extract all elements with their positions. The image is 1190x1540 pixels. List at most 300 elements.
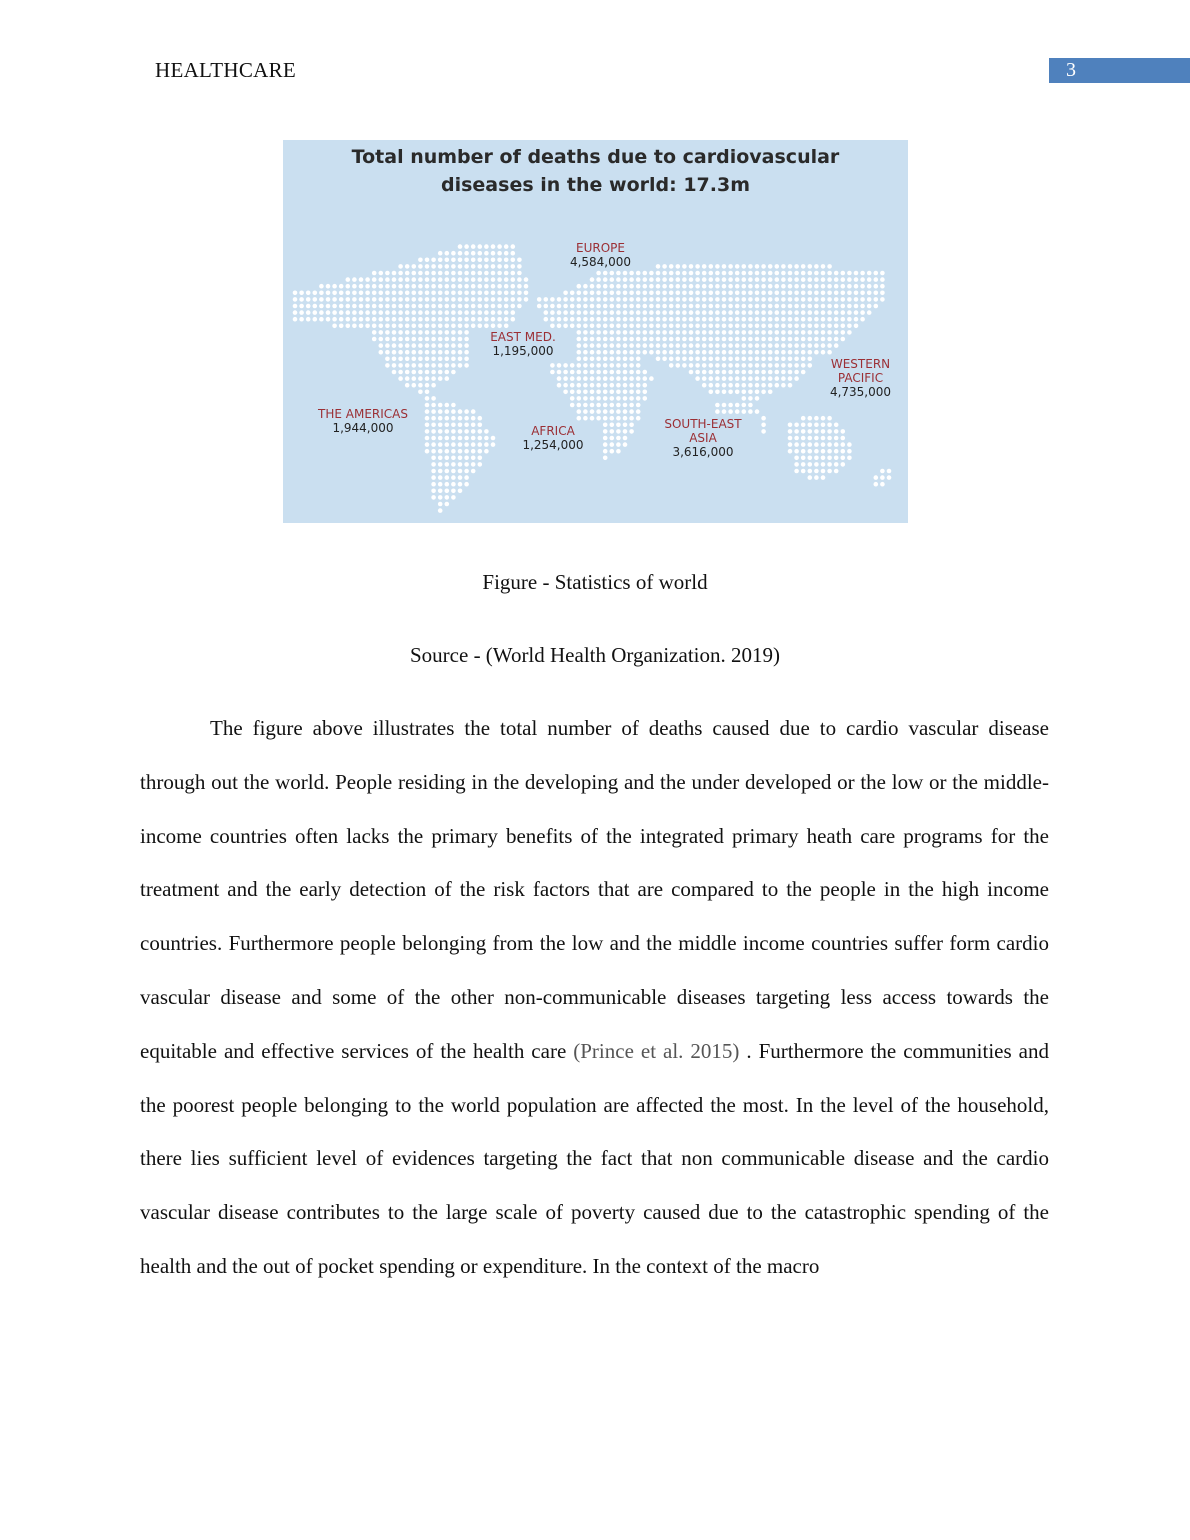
map-dot [847,317,852,322]
map-dot [649,324,654,329]
map-dot [761,337,766,342]
map-dot [695,310,700,315]
map-dot [636,383,641,388]
map-dot [451,271,456,276]
map-dot [794,370,799,375]
map-dot [629,277,634,282]
map-dot [629,429,634,434]
map-dot [735,376,740,381]
map-dot [464,324,469,329]
map-dot [801,330,806,335]
map-dot [577,284,582,289]
map-dot [379,350,384,355]
map-dot [398,297,403,302]
map-dot [478,264,483,269]
map-dot [372,337,377,342]
map-dot [689,297,694,302]
map-dot [313,291,318,296]
map-dot [511,291,516,296]
map-dot [438,350,443,355]
map-dot [590,304,595,309]
map-dot [445,277,450,282]
map-dot [458,409,463,414]
map-dot [610,363,615,368]
map-dot [451,258,456,263]
map-dot [689,357,694,362]
map-dot [438,462,443,467]
map-dot [385,291,390,296]
map-dot [313,304,318,309]
map-dot [438,343,443,348]
map-dot [662,291,667,296]
map-dot [649,317,654,322]
map-dot [616,304,621,309]
map-dot [827,310,832,315]
map-dot [583,330,588,335]
map-dot [478,244,483,249]
map-dot [676,317,681,322]
map-dot [768,363,773,368]
map-dot [458,304,463,309]
map-dot [451,370,456,375]
map-dot [735,343,740,348]
map-dot [748,271,753,276]
map-dot [438,297,443,302]
map-dot [458,324,463,329]
map-dot [478,310,483,315]
map-dot [649,284,654,289]
map-dot [702,383,707,388]
map-dot [438,264,443,269]
map-dot [577,396,582,401]
map-dot [715,324,720,329]
map-dot [742,271,747,276]
map-dot [458,416,463,421]
map-dot [629,409,634,414]
map-dot [392,277,397,282]
map-dot [385,310,390,315]
map-dot [610,350,615,355]
map-dot [768,337,773,342]
citation-link[interactable]: (Prince et al. 2015) [573,1038,740,1063]
map-dot [847,304,852,309]
map-dot [880,297,885,302]
map-dot [695,277,700,282]
map-dot [491,251,496,256]
map-dot [570,363,575,368]
map-dot [808,317,813,322]
map-dot [398,271,403,276]
map-dot [425,304,430,309]
map-dot [603,416,608,421]
map-dot [299,297,304,302]
map-dot [755,363,760,368]
map-dot [484,244,489,249]
map-dot [372,277,377,282]
map-dot [464,277,469,282]
map-dot [768,370,773,375]
map-dot [405,383,410,388]
map-dot [623,383,628,388]
map-dot [742,264,747,269]
map-dot [841,284,846,289]
map-dot [464,482,469,487]
map-dot [610,324,615,329]
map-dot [372,271,377,276]
map-dot [702,291,707,296]
map-dot [352,284,357,289]
map-dot [398,284,403,289]
map-dot [689,370,694,375]
map-dot [860,310,865,315]
map-dot [458,291,463,296]
map-dot [610,343,615,348]
map-dot [412,291,417,296]
map-dot [636,271,641,276]
map-dot [814,436,819,441]
map-dot [425,350,430,355]
map-dot [656,291,661,296]
map-dot [590,363,595,368]
map-dot [689,363,694,368]
region-value: 1,195,000 [492,344,554,358]
map-dot [339,291,344,296]
map-dot [398,350,403,355]
map-dot [577,324,582,329]
map-dot [728,343,733,348]
body-text-part-2: . Furthermore the communities and the poorest people belonging to the world population are affected the most. In the level of the household, there lies sufficient level of evidences targeting the fact that non communicable disease and the cardio vascular disease contributes to the large scale of poverty caused due to the catastrophic spending of the health and the out of pocket spending or expenditure. In the context of the macro [140,1038,1049,1278]
map-dot [781,310,786,315]
map-dot [332,310,337,315]
map-dot [735,317,740,322]
map-dot [695,330,700,335]
map-dot [742,284,747,289]
map-dot [464,330,469,335]
map-dot [464,317,469,322]
map-dot [761,350,766,355]
map-dot [742,304,747,309]
map-dot [445,271,450,276]
map-dot [431,330,436,335]
map-dot [682,284,687,289]
map-dot [438,429,443,434]
map-dot [841,436,846,441]
map-dot [412,304,417,309]
map-dot [821,343,826,348]
map-dot [616,324,621,329]
map-dot [478,416,483,421]
map-dot [722,330,727,335]
map-dot [722,291,727,296]
map-dot [458,284,463,289]
map-dot [352,310,357,315]
map-dot [557,297,562,302]
map-dot [392,271,397,276]
map-dot [867,297,872,302]
map-dot [464,343,469,348]
map-dot [438,409,443,414]
map-dot [709,310,714,315]
map-dot [610,383,615,388]
map-dot [616,423,621,428]
map-dot [616,284,621,289]
map-dot [319,310,324,315]
map-dot [418,271,423,276]
map-dot [768,343,773,348]
map-dot [431,277,436,282]
map-dot [398,376,403,381]
map-dot [577,337,582,342]
map-dot [794,350,799,355]
map-dot [445,502,450,507]
map-dot [464,436,469,441]
map-dot [458,456,463,461]
map-dot [610,337,615,342]
map-dot [405,310,410,315]
map-dot [649,330,654,335]
map-dot [768,304,773,309]
map-dot [339,297,344,302]
map-dot [484,310,489,315]
map-dot [794,456,799,461]
map-dot [379,304,384,309]
map-dot [794,449,799,454]
map-dot [649,304,654,309]
map-dot [768,284,773,289]
map-dot [676,264,681,269]
map-dot [471,304,476,309]
map-dot [596,376,601,381]
map-dot [590,376,595,381]
map-dot [834,304,839,309]
map-dot [451,264,456,269]
map-dot [623,396,628,401]
map-dot [643,324,648,329]
map-dot [880,482,885,487]
map-dot [517,277,522,282]
map-dot [788,284,793,289]
map-dot [794,363,799,368]
map-dot [326,304,331,309]
map-dot [722,357,727,362]
map-dot [451,423,456,428]
map-dot [616,310,621,315]
map-dot [425,357,430,362]
map-dot [629,337,634,342]
map-dot [880,291,885,296]
map-dot [603,403,608,408]
map-dot [623,324,628,329]
map-dot [418,363,423,368]
map-dot [478,429,483,434]
map-dot [761,357,766,362]
map-dot [841,297,846,302]
map-dot [748,277,753,282]
map-dot [550,317,555,322]
map-dot [491,310,496,315]
map-dot [834,284,839,289]
map-dot [458,350,463,355]
map-dot [801,442,806,447]
map-dot [629,390,634,395]
map-dot [669,317,674,322]
map-dot [517,291,522,296]
map-dot [517,304,522,309]
map-dot [577,297,582,302]
map-dot [768,264,773,269]
map-dot [715,277,720,282]
map-dot [603,423,608,428]
map-dot [471,442,476,447]
map-dot [722,337,727,342]
map-dot [563,304,568,309]
map-dot [464,251,469,256]
map-dot [484,436,489,441]
map-dot [464,469,469,474]
map-dot [874,304,879,309]
map-dot [610,304,615,309]
map-dot [755,350,760,355]
map-dot [775,297,780,302]
map-dot [464,297,469,302]
map-dot [788,376,793,381]
map-dot [775,343,780,348]
map-dot [794,436,799,441]
map-dot [722,297,727,302]
map-dot [715,390,720,395]
map-dot [491,258,496,263]
map-dot [748,297,753,302]
map-dot [715,357,720,362]
map-dot [596,330,601,335]
map-dot [629,284,634,289]
map-dot [511,310,516,315]
map-dot [596,396,601,401]
map-dot [445,264,450,269]
map-dot [722,383,727,388]
map-dot [339,310,344,315]
map-dot [801,297,806,302]
map-dot [425,423,430,428]
map-dot [629,304,634,309]
map-dot [537,304,542,309]
map-dot [577,357,582,362]
map-dot [557,363,562,368]
map-dot [445,376,450,381]
map-dot [742,310,747,315]
map-dot [451,343,456,348]
map-dot [788,324,793,329]
map-dot [656,264,661,269]
map-dot [742,370,747,375]
map-dot [788,350,793,355]
map-dot [689,337,694,342]
map-dot [656,343,661,348]
map-dot [458,482,463,487]
map-dot [748,264,753,269]
map-dot [610,416,615,421]
map-dot [590,403,595,408]
map-dot [728,409,733,414]
map-dot [702,284,707,289]
map-dot [821,416,826,421]
map-dot [596,370,601,375]
map-dot [332,317,337,322]
map-dot [821,475,826,480]
map-dot [814,469,819,474]
map-dot [458,258,463,263]
map-dot [365,310,370,315]
map-dot [695,291,700,296]
map-dot [445,284,450,289]
map-dot [636,297,641,302]
map-dot [728,271,733,276]
map-dot [742,409,747,414]
map-dot [405,304,410,309]
map-dot [722,304,727,309]
map-dot [577,390,582,395]
map-dot [623,330,628,335]
map-dot [709,357,714,362]
map-dot [755,264,760,269]
map-dot [464,264,469,269]
map-dot [702,324,707,329]
map-dot [616,363,621,368]
map-dot [306,317,311,322]
map-dot [445,304,450,309]
map-dot [616,317,621,322]
map-dot [669,271,674,276]
map-dot [352,297,357,302]
map-dot [590,343,595,348]
map-dot [464,442,469,447]
map-dot [524,291,529,296]
map-dot [715,271,720,276]
map-dot [643,291,648,296]
map-dot [313,317,318,322]
map-dot [451,297,456,302]
map-dot [629,310,634,315]
map-dot [431,403,436,408]
map-dot [742,363,747,368]
map-dot [722,284,727,289]
map-dot [669,264,674,269]
map-dots [293,244,892,513]
map-dot [629,383,634,388]
map-dot [781,304,786,309]
map-dot [834,310,839,315]
map-dot [596,297,601,302]
map-dot [755,337,760,342]
map-dot [365,284,370,289]
map-dot [867,284,872,289]
map-dot [484,258,489,263]
region-europe [553,241,648,269]
map-dot [511,277,516,282]
map-dot [372,297,377,302]
map-dot [775,383,780,388]
map-dot [405,284,410,289]
map-dot [359,284,364,289]
map-dot [649,343,654,348]
map-dot [623,390,628,395]
map-dot [689,284,694,289]
map-dot [398,324,403,329]
map-dot [451,291,456,296]
map-dot [425,277,430,282]
map-dot [577,291,582,296]
map-dot [643,310,648,315]
